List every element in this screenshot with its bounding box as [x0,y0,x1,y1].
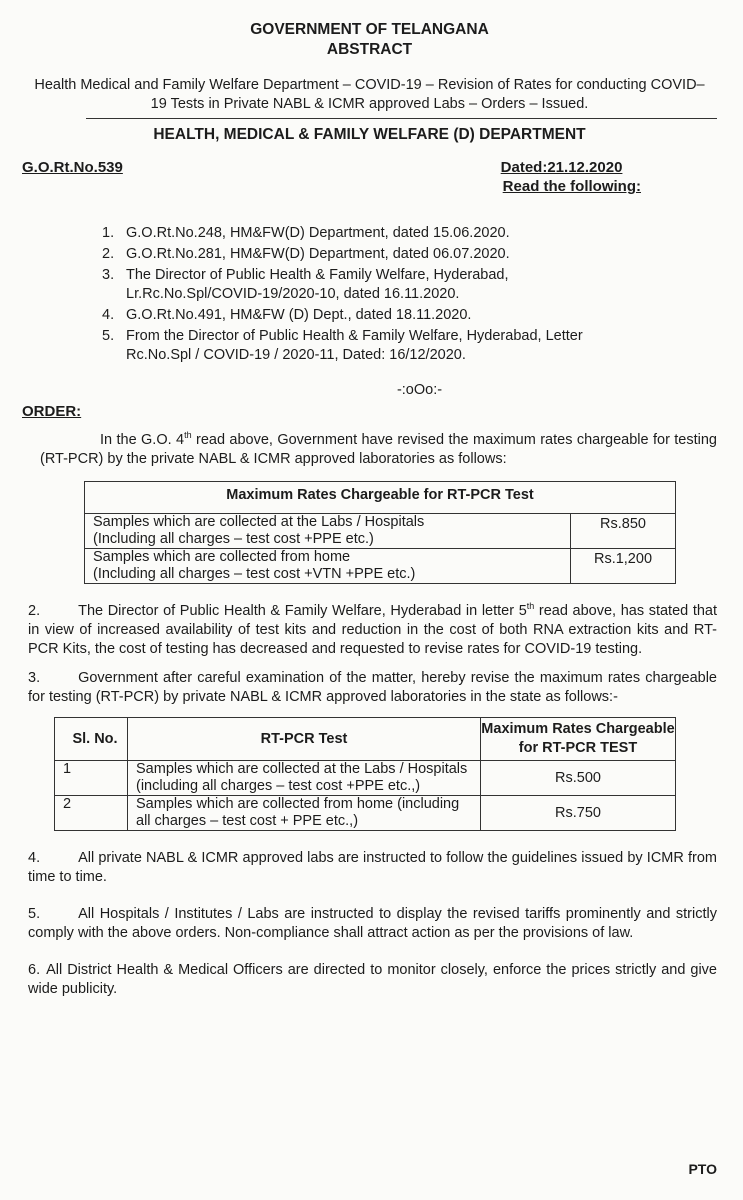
go-date: Dated:21.12.2020 [500,159,623,176]
paragraph-5-text: All Hospitals / Institutes / Labs are instructed to display the revised tariffs prominently and strictly comply with the above orders. Non-compliance shall attract action as per the provisions of law. [28,906,717,941]
reference-item [102,224,717,243]
table-cell-description [85,514,571,549]
paragraph-number: 4. [28,850,41,866]
read-following: Read the following: [502,178,641,195]
paragraph-6-text: All District Health & Medical Officers are directed to monitor closely, enforce the prices strictly and give wide publicity. [28,962,717,997]
old-rates-table-header: Maximum Rates Chargeable for RT-PCR Test [85,482,676,514]
paragraph-4 [22,849,717,887]
paragraph-2-text-a: The Director of Public Health & Family Welfare, Hyderabad in letter 5 [78,603,527,619]
paragraph-1 [22,431,717,469]
paragraph-2-text-b: read above, has stated that in view of increased availability of test kits and reduction in the cost of both RNA extraction kits and RT-PCR Kits, the cost of testing has decreased and requested to revise rates for COVID-19 testing. [28,603,717,657]
reference-text: The Director of Public Health & Family Welfare, Hyderabad, Lr.Rc.No.Spl/COVID-19/2020-10, dated 16.11.2020. [126,267,509,302]
pto-label: PTO [688,1161,717,1177]
table-cell-sl: 1 [55,761,128,796]
header-max-rate: Maximum Rates Chargeable for RT-PCR TEST [481,718,676,761]
table-row [55,761,676,796]
reference-text: From the Director of Public Health & Family Welfare, Hyderabad, Letter Rc.No.Spl / COVID-19 / 2020-11, Dated: 16/12/2020. [126,328,583,363]
reference-number: 5. [102,328,115,344]
reference-number: 2. [102,246,115,262]
paragraph-3-text: Government after careful examination of the matter, hereby revise the maximum rates chargeable for testing (RT-PCR) by private NABL & ICMR approved laboratories in the state as follows:- [28,670,717,705]
go-number: G.O.Rt.No.539 [22,159,123,176]
reference-item [102,327,717,365]
row-description: Samples which are collected from home [93,549,351,565]
abstract-heading: ABSTRACT [326,41,413,58]
paragraph-6 [22,961,717,999]
revised-rates-table [54,717,676,831]
subject-line: Health Medical and Family Welfare Department – COVID-19 – Revision of Rates for conducting COVID–19 Tests in Private NABL & ICMR approved Labs – Orders – Issued. [34,77,705,112]
table-cell-rate: Rs.750 [481,796,676,831]
row-description: Samples which are collected at the Labs / Hospitals [93,514,425,530]
paragraph-number: 5. [28,906,41,922]
table-cell-description: Samples which are collected at the Labs / Hospitals (including all charges – test cost +PPE etc.,) [128,761,481,796]
paragraph-number: 2. [28,603,41,619]
reference-item [102,306,717,325]
reference-text: G.O.Rt.No.491, HM&FW (D) Dept., dated 18.11.2020. [126,307,472,323]
reference-number: 4. [102,307,115,323]
date-block [501,158,717,196]
paragraph-2-sup: th [526,601,535,612]
paragraph-number: 6. [28,962,41,978]
references-list [22,224,717,365]
old-rates-table [84,481,676,584]
table-cell-description: Samples which are collected from home (including all charges – test cost + PPE etc.,) [128,796,481,831]
reference-number: 3. [102,267,115,283]
reference-item [102,245,717,264]
reference-text: G.O.Rt.No.281, HM&FW(D) Department, dated 06.07.2020. [126,246,510,262]
paragraph-2 [22,602,717,659]
government-heading: GOVERNMENT OF TELANGANA [250,21,489,38]
table-row [85,514,676,549]
table-cell-rate: Rs.1,200 [571,549,676,584]
table-cell-rate: Rs.500 [481,761,676,796]
header-rt-pcr-test: RT-PCR Test [128,718,481,761]
order-heading: ORDER: [22,403,82,420]
table-header-row [55,718,676,761]
row-description-note: (Including all charges – test cost +VTN +PPE etc.) [93,566,416,582]
reference-text: G.O.Rt.No.248, HM&FW(D) Department, dated 15.06.2020. [126,225,510,241]
reference-number: 1. [102,225,115,241]
paragraph-3 [22,669,717,707]
table-cell-sl: 2 [55,796,128,831]
go-number-row [22,158,717,196]
paragraph-1-text-a: In the G.O. 4 [100,432,185,448]
paragraph-1-text-b: read above, Government have revised the maximum rates chargeable for testing (RT-PCR) by the private NABL & ICMR approved laboratories as follows: [40,432,717,467]
header-sl-no: Sl. No. [55,718,128,761]
department-heading: HEALTH, MEDICAL & FAMILY WELFARE (D) DEPARTMENT [153,126,586,143]
table-cell-rate: Rs.850 [571,514,676,549]
table-cell-description [85,549,571,584]
table-row [55,796,676,831]
subject-underline [86,118,717,119]
paragraph-1-sup: th [184,430,192,441]
paragraph-number: 3. [28,670,41,686]
row-description-note: (Including all charges – test cost +PPE etc.) [93,531,374,547]
reference-item [102,266,717,304]
paragraph-5 [22,905,717,943]
paragraph-4-text: All private NABL & ICMR approved labs are instructed to follow the guidelines issued by ICMR from time to time. [28,850,717,885]
separator-ornament: -:oOo:- [396,382,443,398]
table-row [85,549,676,584]
